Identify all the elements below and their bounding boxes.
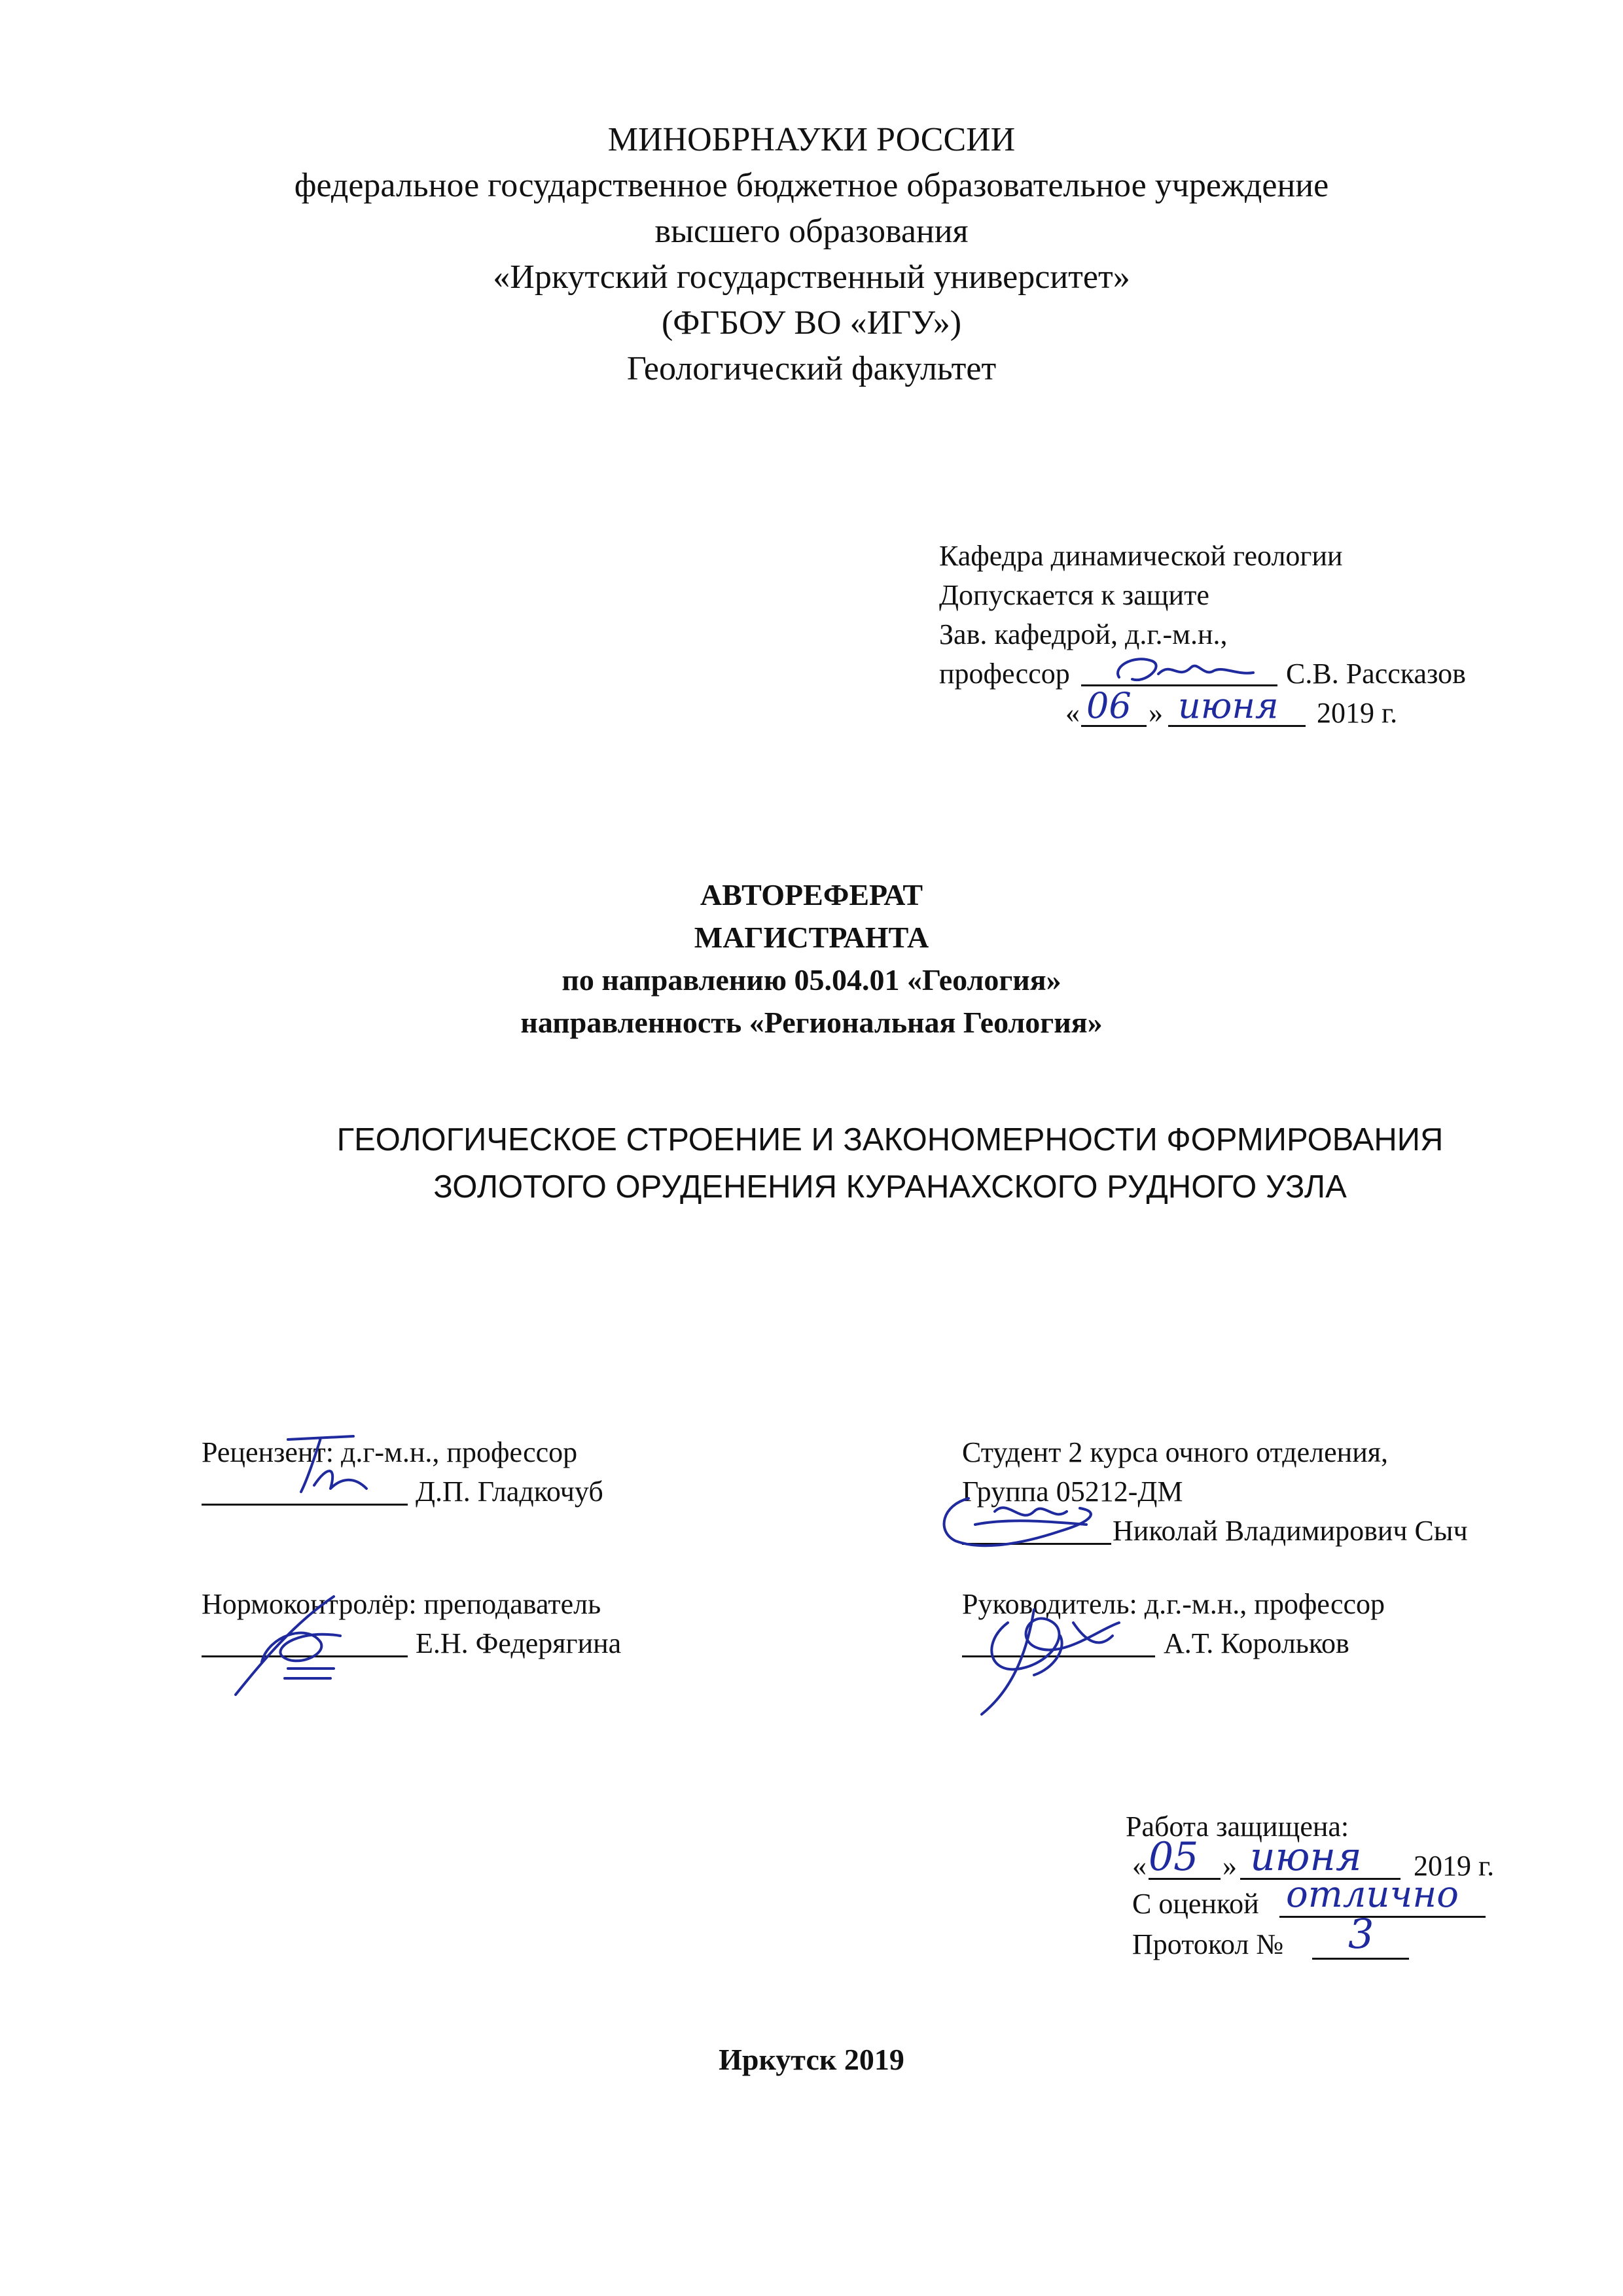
study-direction: по направлению 05.04.01 «Геология» bbox=[562, 963, 1061, 997]
head-title: профессор bbox=[939, 658, 1070, 690]
education-level: высшего образования bbox=[654, 213, 969, 250]
supervisor-name: А.Т. Корольков bbox=[1164, 1627, 1349, 1659]
institution-type: федеральное государственное бюджетное образовательное учреждение bbox=[294, 167, 1329, 204]
normcontrol-name: Е.Н. Федерягина bbox=[416, 1627, 622, 1659]
grade-value: отлично bbox=[1286, 1873, 1459, 1916]
doc-type: АВТОРЕФЕРАТ bbox=[700, 878, 923, 911]
approval-year: 2019 г. bbox=[1317, 697, 1398, 729]
normcontrol-role: Нормоконтролёр: преподаватель bbox=[202, 1588, 601, 1620]
specialization: направленность «Региональная Геология» bbox=[520, 1006, 1103, 1039]
defense-day-line bbox=[1149, 1878, 1221, 1880]
defense-month: июня bbox=[1250, 1834, 1362, 1880]
university-abbr: (ФГБОУ ВО «ИГУ») bbox=[661, 304, 962, 342]
protocol-label: Протокол № bbox=[1132, 1928, 1284, 1960]
student-signature bbox=[929, 1485, 1113, 1557]
department: Кафедра динамической геологии bbox=[939, 540, 1343, 572]
supervisor-role: Руководитель: д.г.-м.н., профессор bbox=[962, 1588, 1385, 1620]
protocol-line bbox=[1312, 1958, 1409, 1960]
ministry: МИНОБРНАУКИ РОССИИ bbox=[607, 121, 1016, 158]
head-of-department: Зав. кафедрой, д.г.-м.н., bbox=[939, 618, 1228, 650]
defense-quote-close: » bbox=[1222, 1850, 1237, 1882]
thesis-title-line-2: ЗОЛОТОГО ОРУДЕНЕНИЯ КУРАНАХСКОГО РУДНОГО УЗЛА bbox=[433, 1169, 1347, 1205]
defense-quote-open: « bbox=[1132, 1850, 1147, 1882]
student-group: Группа 05212-ДМ bbox=[962, 1475, 1183, 1508]
protocol-number: 3 bbox=[1348, 1910, 1374, 1958]
approval-month-line bbox=[1168, 725, 1306, 727]
reviewer-name: Д.П. Гладкочуб bbox=[416, 1475, 603, 1508]
defense-day: 05 bbox=[1149, 1834, 1199, 1880]
thesis-title-line-1: ГЕОЛОГИЧЕСКОЕ СТРОЕНИЕ И ЗАКОНОМЕРНОСТИ ФОРМИРОВАНИЯ bbox=[336, 1122, 1444, 1157]
university-name: «Иркутский государственный университет» bbox=[493, 258, 1130, 296]
approval-quote-open: « bbox=[1065, 697, 1080, 729]
student-name: Николай Владимирович Сыч bbox=[1113, 1515, 1468, 1547]
admitted-to-defense: Допускается к защите bbox=[939, 579, 1209, 611]
defense-year: 2019 г. bbox=[1414, 1850, 1495, 1882]
reviewer-signature bbox=[275, 1426, 386, 1505]
approval-quote-close: » bbox=[1149, 697, 1163, 729]
city-year: Иркутск 2019 bbox=[719, 2043, 904, 2076]
grade-line bbox=[1279, 1916, 1486, 1918]
defense-label: Работа защищена: bbox=[1126, 1810, 1349, 1843]
head-name: С.В. Рассказов bbox=[1286, 658, 1466, 690]
grade-label: С оценкой bbox=[1132, 1888, 1259, 1920]
normcontrol-signature bbox=[223, 1583, 366, 1701]
student-role: Студент 2 курса очного отделения, bbox=[962, 1436, 1388, 1468]
faculty: Геологический факультет bbox=[626, 350, 997, 387]
degree-level: МАГИСТРАНТА bbox=[694, 921, 929, 954]
reviewer-role: Рецензент: д.г-м.н., профессор bbox=[202, 1436, 578, 1468]
supervisor-signature bbox=[955, 1583, 1139, 1727]
approval-month: июня bbox=[1178, 685, 1279, 726]
approval-day-line bbox=[1081, 725, 1147, 727]
approval-day: 06 bbox=[1086, 685, 1132, 726]
